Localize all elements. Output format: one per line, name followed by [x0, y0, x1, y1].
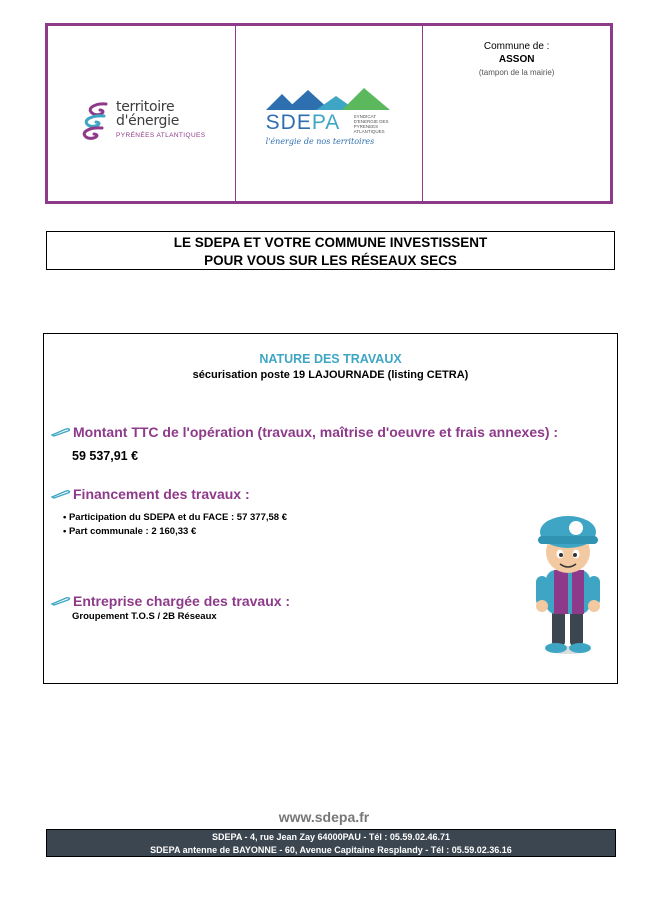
footer-line-2: SDEPA antenne de BAYONNE - 60, Avenue Capitaine Resplandy - Tél : 05.59.02.36.16: [150, 845, 512, 855]
sdepa-subtitle: SYNDICAT D'ENERGIE DES PYRENEES ATLANTIQUES: [353, 114, 389, 134]
montant-value: 59 537,91 €: [72, 449, 139, 463]
commune-label: Commune de :: [483, 41, 550, 52]
list-item: • Part communale : 2 160,33 €: [63, 526, 197, 537]
list-item: • Participation du SDEPA et du FACE : 57 377,58 €: [63, 512, 287, 523]
stamp-note: (tampon de la mairie): [478, 68, 555, 77]
sdepa-logo: [264, 84, 394, 154]
entreprise-value: Groupement T.O.S / 2B Réseaux: [72, 611, 217, 622]
nature-title: NATURE DES TRAVAUX: [259, 352, 402, 366]
footer-line-1: SDEPA - 4, rue Jean Zay 64000PAU - Tél : 05.59.02.46.71: [212, 832, 450, 842]
swirl-icon: [78, 101, 112, 141]
banner-line-2: POUR VOUS SUR LES RÉSEAUX SECS: [204, 253, 457, 268]
pen-bullet-icon: [51, 596, 71, 606]
territoire-logo-cell: [48, 26, 235, 201]
logo-text-territoire: territoire: [116, 99, 175, 115]
sdepa-logo-cell: [235, 26, 423, 201]
title-banner: [46, 231, 615, 270]
territoire-energie-logo: [78, 99, 208, 144]
roofs-icon: [264, 84, 394, 112]
commune-stamp-cell: [422, 26, 610, 201]
sdepa-tagline: l'énergie de nos territoires: [265, 137, 375, 146]
nature-description: sécurisation poste 19 LAJOURNADE (listing CETRA): [192, 369, 469, 381]
commune-name: ASSON: [498, 54, 535, 65]
pen-bullet-icon: [51, 427, 71, 437]
works-details-box: [43, 333, 618, 684]
worker-mascot-illustration: [528, 510, 608, 655]
logo-text-region: PYRÉNÉES ATLANTIQUES: [116, 132, 206, 139]
header-box: [45, 23, 613, 204]
logo-text-energie: d'énergie: [116, 113, 180, 129]
footer-contact-bar: [46, 829, 616, 857]
financement-heading: Financement des travaux :: [51, 486, 250, 502]
pen-bullet-icon: [51, 489, 71, 499]
sdepa-wordmark: SDEPA: [265, 111, 341, 134]
website-url: www.sdepa.fr: [278, 809, 370, 825]
financement-list: [63, 511, 287, 539]
entreprise-heading: Entreprise chargée des travaux :: [51, 593, 290, 609]
banner-line-1: LE SDEPA ET VOTRE COMMUNE INVESTISSENT: [173, 235, 488, 250]
montant-heading: Montant TTC de l'opération (travaux, maîtrise d'oeuvre et frais annexes) :: [51, 424, 558, 440]
